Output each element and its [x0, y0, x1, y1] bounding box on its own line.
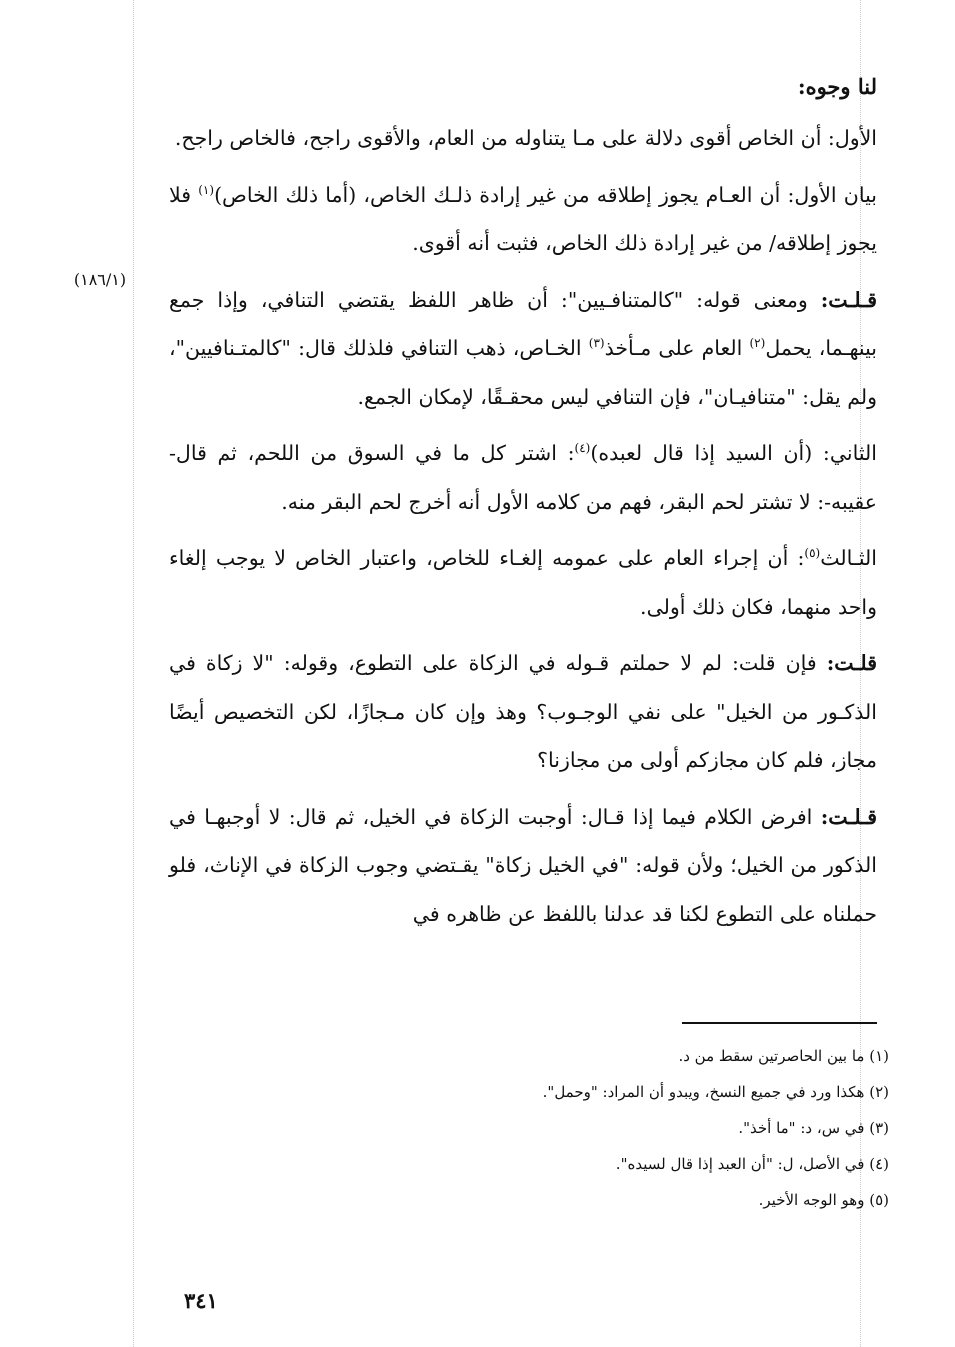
footnote-item: (٥) وهو الوجه الأخير. — [758, 1191, 889, 1209]
section-heading: لنا وجوه: — [797, 74, 877, 99]
footnote-item: (٣) في س، د: "ما أخذ". — [738, 1119, 889, 1137]
footnote-separator — [682, 1022, 877, 1024]
paragraph-text-part: فإن قلت: لم لا حملتم قـوله في الزكاة على التطوع، وقوله: "لا زكاة في الذكـور من الخيل" على نفي الوجـوب؟ وهذ وإن كان مـجازًا، لكن التخصيص أيضًا مجاز، فلم كان مجازكم أولى من مجازنا؟ — [169, 651, 877, 772]
paragraph-text-part: بيان الأول: أن العـام يجوز إطلاقه من غير إرادة ذلـك الخاص، (أما ذلك الخاص) — [214, 182, 877, 207]
paragraph-text-part: العام على مـأخذ — [604, 336, 750, 360]
paragraph-lead-word: قـلـت: — [820, 287, 877, 312]
paragraph-lead-word: قلـت: — [826, 651, 877, 675]
footnote-marker: (٣) — [588, 336, 605, 351]
paragraph-qult-2 — [169, 639, 877, 785]
footnotes-block — [189, 1038, 889, 1218]
paragraph-explanation — [169, 171, 877, 268]
paragraph-qult-1 — [169, 276, 877, 422]
margin-guide-left — [133, 0, 134, 1347]
footnote-item: (٤) في الأصل، ل: "أن العبد إذا قال لسيده". — [615, 1155, 889, 1173]
paragraph-second-argument — [169, 429, 877, 526]
footnote-marker: (١) — [198, 182, 215, 197]
paragraph-text-part: : أن إجراء العام على عمومه إلغـاء للخاص، واعتبار الخاص لا يوجب إلغاء واحد منهما، فكان ذلك أولى. — [169, 546, 877, 619]
paragraph-text-part: الثاني: (أن السيد إذا قال لعبده) — [590, 441, 878, 465]
paragraph-text: الأول: أن الخاص أقوى دلالة على مـا يتناوله من العام، والأقوى راجح، فالخاص راجح. — [174, 126, 877, 150]
paragraph-first-argument — [169, 114, 877, 163]
paragraph-text-part: الخـاص، ذهب التنافي فلذلك قال: "كالمتـنافيين"، ولم يقل: "متنافيـان"، فإن التنافي ليس محقـقًا، لإمكان الجمع. — [169, 336, 877, 409]
paragraph-text-part: : اشتر كل ما في السوق من اللحم، ثم قال-عقيبه-: لا تشتر لحم البقر، فهم من كلامه الأول أنه أخرج لحم البقر منه. — [169, 441, 877, 514]
footnote-item: (١) ما بين الحاصرتين سقط من د. — [678, 1047, 889, 1065]
main-text-block — [169, 62, 877, 946]
paragraph-text-part: الثـالث — [820, 546, 877, 570]
paragraph-lead-word: قـلـت: — [820, 804, 877, 829]
page-number: ٣٤١ — [184, 1288, 218, 1313]
footnote-item: (٢) هكذا ورد في جميع النسخ، ويبدو أن المراد: "وحمل". — [542, 1083, 889, 1101]
paragraph-text-part: افرض الكلام فيما إذا قـال: أوجبت الزكاة في الخيل، ثم قال: لا أوجبهـا في الذكور من الخيل؛ ولأن قوله: "في الخيل زكاة" يقـتضي وجوب الزكاة في الإناث، فلو حملناه على التطوع لكنا قد عدلنا باللفظ عن ظاهره في — [169, 804, 877, 926]
footnote-marker: (٤) — [574, 441, 591, 456]
paragraph-text-part: فلا يجوز إطلاقه/ من غير إرادة ذلك الخاص، فثبت أنه أقوى. — [169, 182, 877, 255]
margin-folio-reference: (١٨٦/١) — [73, 270, 127, 289]
paragraph-text-part: ومعنى قوله: "كالمتنافـيين": أن ظاهر اللفظ يقتضي التنافي، وإذا جمع بينهـما، يحمل — [169, 287, 877, 360]
paragraph-third-argument — [169, 534, 877, 631]
footnote-marker: (٥) — [804, 546, 821, 561]
paragraph-qult-3 — [169, 793, 877, 939]
footnote-marker: (٢) — [749, 336, 766, 351]
